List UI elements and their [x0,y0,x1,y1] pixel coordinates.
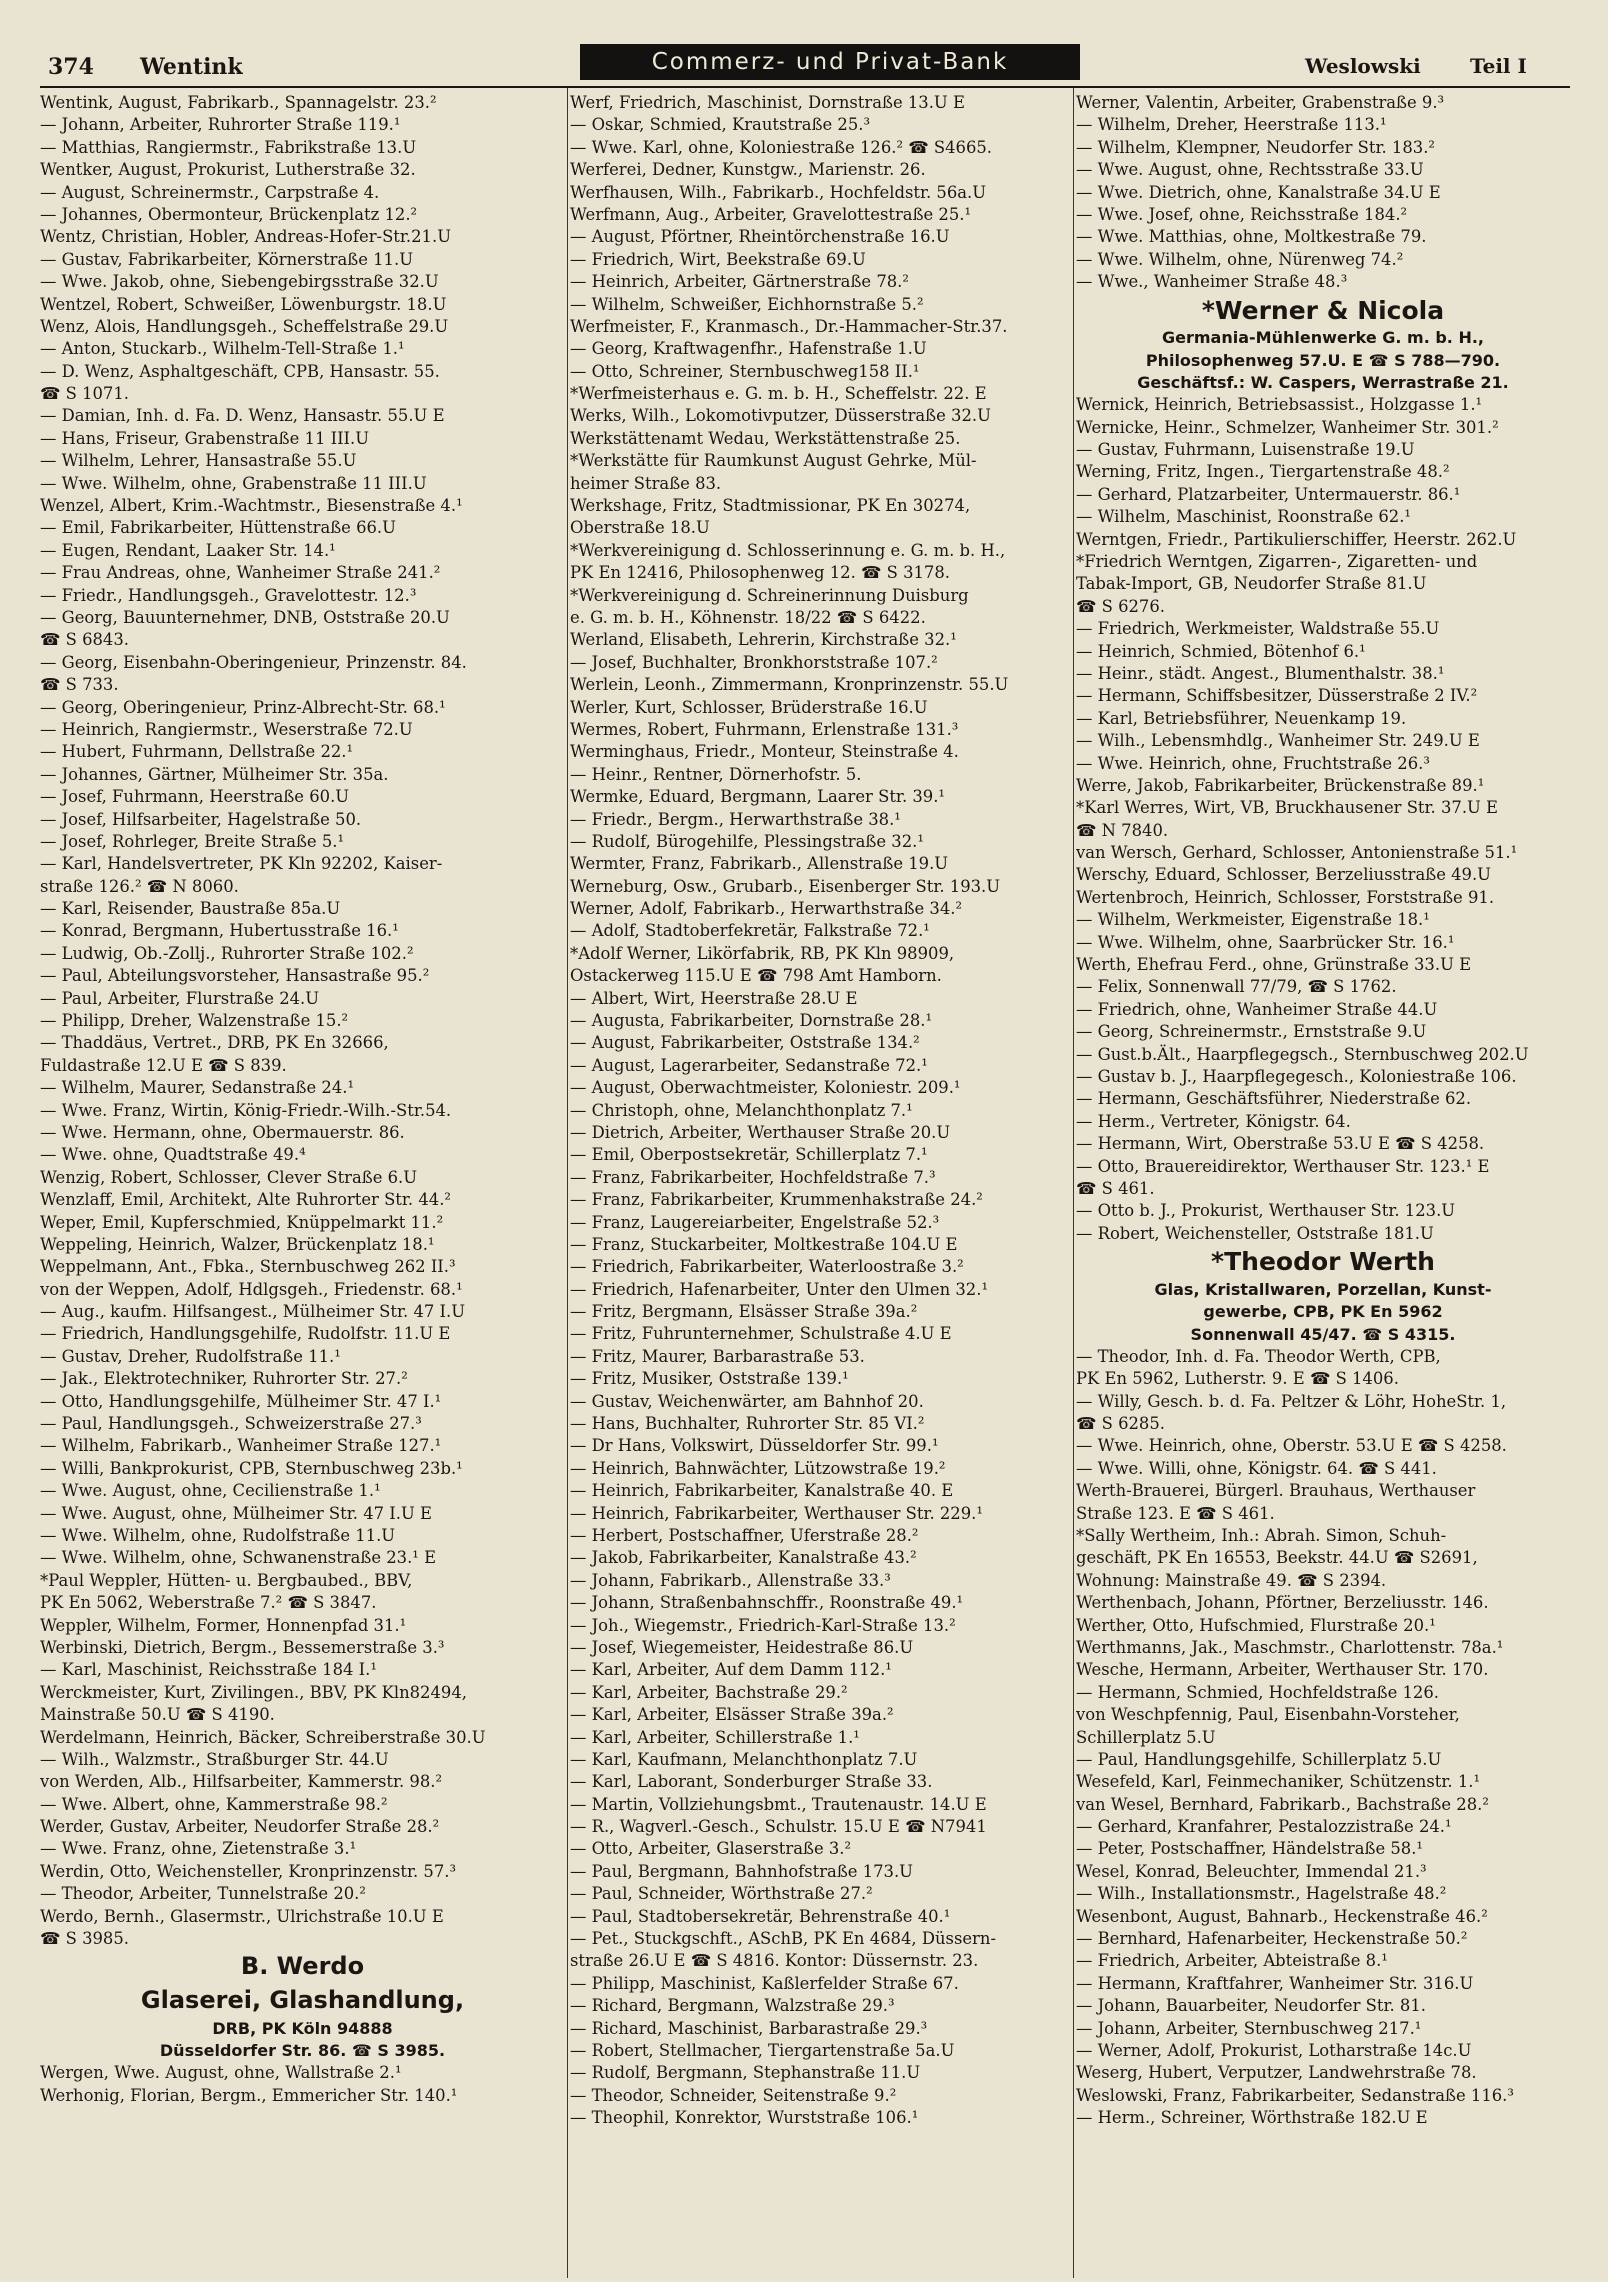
directory-entry: ☎ S 733. [40,675,119,695]
directory-entry: Wenzel, Albert, Krim.-Wachtmstr., Biesenstraße 4.¹ [40,496,463,516]
directory-entry: Oberstraße 18.U [570,518,710,538]
directory-entry: — Wwe. ohne, Quadtstraße 49.⁴ [40,1145,306,1165]
directory-entry: ☎ S 6276. [1076,596,1165,616]
page-number: 374 [48,54,94,80]
column-3 [1076,92,1570,2272]
directory-entry: — Robert, Weichensteller, Oststraße 181.U [1076,1223,1434,1243]
directory-entry: van Wersch, Gerhard, Schlosser, Antonienstraße 51.¹ [1076,843,1518,863]
directory-entry: — Paul, Handlungsgeh., Schweizerstraße 27.³ [40,1414,422,1434]
directory-entry: — Willi, Bankprokurist, CPB, Sternbuschweg 23b.¹ [40,1458,463,1478]
directory-entry: — Gustav, Dreher, Rudolfstraße 11.¹ [40,1346,341,1366]
directory-entry: Wentink, August, Fabrikarb., Spannagelstr. 23.² [40,93,437,112]
directory-entry: — Heinrich, Rangiermstr., Weserstraße 72.U [40,719,413,739]
directory-entry: Wohnung: Mainstraße 49. ☎ S 2394. [1076,1570,1387,1590]
directory-entry: — Karl, Maschinist, Reichsstraße 184 I.¹ [40,1660,377,1680]
header-last-entry: Weslowski [1305,54,1421,78]
directory-entry: ☎ S 6285. [1076,1414,1165,1434]
directory-entry: — Hans, Friseur, Grabenstraße 11 III.U [40,428,370,448]
directory-entry: Werferei, Dedner, Kunstgw., Marienstr. 26. [570,160,926,180]
directory-entry: — Gustav, Fuhrmann, Luisenstraße 19.U [1076,440,1415,460]
directory-entry: — Paul, Schneider, Wörthstraße 27.² [570,1884,873,1904]
directory-entry: Straße 123. E ☎ S 461. [1076,1503,1275,1523]
directory-entry: PK En 12416, Philosophenweg 12. ☎ S 3178. [570,563,950,583]
directory-entry: Werler, Kurt, Schlosser, Brüderstraße 16.U [570,697,928,717]
directory-entry: — Wwe. Karl, ohne, Koloniestraße 126.² ☎ S4665. [570,137,993,157]
directory-entry: Werland, Elisabeth, Lehrerin, Kirchstraße 32.¹ [570,630,957,650]
directory-entry: — Karl, Kaufmann, Melanchthonplatz 7.U [570,1749,918,1769]
directory-entry: Werfmeister, F., Kranmasch., Dr.-Hammacher-Str.37. [570,316,1008,336]
directory-entry: straße 26.U E ☎ S 4816. Kontor: Düssernstr. 23. [570,1951,979,1971]
directory-entry: — Wilhelm, Maschinist, Roonstraße 62.¹ [1076,507,1411,527]
directory-entry: Wenzlaff, Emil, Architekt, Alte Ruhrorter Str. 44.² [40,1190,451,1210]
directory-entry: — Wwe. Matthias, ohne, Moltkestraße 79. [1076,227,1427,247]
directory-entry: heimer Straße 83. [570,473,722,493]
directory-entry: Weppeling, Heinrich, Walzer, Brückenplatz 18.¹ [40,1234,435,1254]
page-header [40,44,1570,88]
directory-entry: — Wwe. Willi, ohne, Königstr. 64. ☎ S 441. [1076,1458,1437,1478]
directory-entry: Werner, Adolf, Fabrikarb., Herwarthstraße 34.² [570,899,963,919]
directory-entry: Werkstättenamt Wedau, Werkstättenstraße 25. [570,428,961,448]
directory-entry: — Heinrich, Schmied, Bötenhof 6.¹ [1076,641,1366,661]
directory-entry: Wesefeld, Karl, Feinmechaniker, Schützenstr. 1.¹ [1076,1772,1481,1792]
advert-line: Philosophenweg 57.U. E ☎ S 788—790. [1145,350,1501,370]
directory-entry: — Wilhelm, Fabrikarb., Wanheimer Straße 127.¹ [40,1436,442,1456]
directory-entry: — Otto, Schreiner, Sternbuschweg158 II.¹ [570,361,920,381]
directory-entry: — Friedrich, Arbeiter, Abteistraße 8.¹ [1076,1951,1388,1971]
directory-entry: Werks, Wilh., Lokomotivputzer, Düsserstraße 32.U [570,406,991,426]
directory-entry: Wermter, Franz, Fabrikarb., Allenstraße 19.U [570,854,949,874]
advert-line: Germania-Mühlenwerke G. m. b. H., [1162,328,1484,348]
advert-heading: *Theodor Werth [1211,1247,1435,1277]
directory-entry: Wernick, Heinrich, Betriebsassist., Holzgasse 1.¹ [1076,395,1483,415]
directory-entry: — Fritz, Bergmann, Elsässer Straße 39a.² [570,1302,918,1322]
part-label: Teil I [1470,54,1527,78]
directory-entry: — Wwe. Wilhelm, ohne, Saarbrücker Str. 16.¹ [1076,932,1455,952]
directory-entry: — Josef, Hilfsarbeiter, Hagelstraße 50. [40,809,362,829]
directory-entry: — Dietrich, Arbeiter, Werthauser Straße 20.U [570,1122,951,1142]
directory-entry: — Karl, Betriebsführer, Neuenkamp 19. [1076,708,1407,728]
directory-entry: — Thaddäus, Vertret., DRB, PK En 32666, [40,1033,389,1053]
directory-entry: — Wilhelm, Lehrer, Hansastraße 55.U [40,451,357,471]
directory-entry: — Christoph, ohne, Melanchthonplatz 7.¹ [570,1100,913,1120]
header-rule [40,86,1570,88]
directory-entry: von Weschpfennig, Paul, Eisenbahn-Vorsteher, [1076,1705,1460,1725]
directory-entry: — Wilhelm, Klempner, Neudorfer Str. 183.² [1076,137,1435,157]
directory-entry: — Karl, Arbeiter, Elsässer Straße 39a.² [570,1705,894,1725]
directory-entry: — Karl, Arbeiter, Bachstraße 29.² [570,1682,848,1702]
directory-entry: — Gustav, Fabrikarbeiter, Körnerstraße 11.U [40,249,414,269]
directory-entry: *Werkvereinigung d. Schlosserinnung e. G. m. b. H., [570,540,1006,560]
directory-entry: Werdin, Otto, Weichensteller, Kronprinzenstr. 57.³ [40,1861,457,1881]
directory-entry: — Karl, Reisender, Baustraße 85a.U [40,899,341,919]
directory-entry: straße 126.² ☎ N 8060. [40,876,239,896]
directory-entry: — Johann, Fabrikarb., Allenstraße 33.³ [570,1570,891,1590]
directory-entry: *Sally Wertheim, Inh.: Abrah. Simon, Schuh- [1076,1526,1447,1546]
directory-entry: — Wwe. August, ohne, Rechtsstraße 33.U [1076,160,1424,180]
directory-entry: — Franz, Laugereiarbeiter, Engelstraße 52.³ [570,1212,940,1232]
directory-entry: — Hans, Buchhalter, Ruhrorter Str. 85 VI.² [570,1414,925,1434]
advert-bank: DRB, PK Köln 94888 [212,2018,393,2038]
directory-entry: — Wilhelm, Werkmeister, Eigenstraße 18.¹ [1076,910,1430,930]
directory-entry: ☎ N 7840. [1076,820,1169,840]
directory-entry: — Johann, Straßenbahnschffr., Roonstraße 49.¹ [570,1593,964,1613]
directory-entry: — Matthias, Rangiermstr., Fabrikstraße 13.U [40,137,417,157]
directory-entry: Werneburg, Osw., Grubarb., Eisenberger Str. 193.U [570,876,1001,896]
directory-entry: Werfhausen, Wilh., Fabrikarb., Hochfeldstr. 56a.U [570,182,987,202]
directory-entry: Werntgen, Friedr., Partikulierschiffer, Heerstr. 262.U [1076,529,1517,549]
directory-entry: — Philipp, Dreher, Walzenstraße 15.² [40,1011,349,1031]
directory-entry: — Werner, Adolf, Prokurist, Lotharstraße 14c.U [1076,2041,1472,2060]
directory-entry: — Albert, Wirt, Heerstraße 28.U E [570,988,858,1008]
directory-entry: *Friedrich Werntgen, Zigarren-, Zigaretten- und [1076,552,1478,572]
directory-entry: ☎ S 461. [1076,1178,1155,1198]
directory-entry: Wesenbont, August, Bahnarb., Heckenstraße 46.² [1076,1906,1488,1926]
directory-entry: Werhonig, Florian, Bergm., Emmericher Str. 140.¹ [40,2085,458,2105]
directory-entry: ☎ S 1071. [40,384,129,404]
advert-line: Geschäftsf.: W. Caspers, Werrastraße 21. [1137,372,1509,392]
directory-entry: — August, Oberwachtmeister, Koloniestr. 209.¹ [570,1078,961,1098]
directory-entry: — Johann, Arbeiter, Sternbuschweg 217.¹ [1076,2018,1422,2038]
directory-entry: — Jakob, Fabrikarbeiter, Kanalstraße 43.² [570,1548,917,1568]
directory-entry: Werkshage, Fritz, Stadtmissionar, PK En 30274, [570,496,971,516]
directory-entry: — Heinrich, Arbeiter, Gärtnerstraße 78.² [570,272,909,292]
directory-entry: ☎ S 3985. [40,1929,129,1949]
directory-entry: — Friedrich, ohne, Wanheimer Straße 44.U [1076,999,1438,1019]
directory-entry: — August, Pförtner, Rheintörchenstraße 16.U [570,227,950,247]
directory-entry: — Heinr., Rentner, Dörnerhofstr. 5. [570,764,862,784]
directory-entry: — Georg, Kraftwagenfhr., Hafenstraße 1.U [570,339,927,359]
directory-entry: — Frau Andreas, ohne, Wanheimer Straße 241.² [40,563,441,583]
directory-entry: — Josef, Rohrleger, Breite Straße 5.¹ [40,831,345,851]
directory-entry: — Felix, Sonnenwall 77/79, ☎ S 1762. [1076,977,1397,997]
directory-entry: — Wwe. Wilhelm, ohne, Schwanenstraße 23.¹ E [40,1548,437,1568]
directory-entry: Werre, Jakob, Fabrikarbeiter, Brückenstraße 89.¹ [1076,775,1485,795]
directory-entry: — Richard, Maschinist, Barbarastraße 29.³ [570,2018,928,2038]
directory-entry: Werther, Otto, Hufschmied, Flurstraße 20.¹ [1076,1615,1436,1635]
directory-entry: — Hermann, Geschäftsführer, Niederstraße 62. [1076,1089,1472,1109]
directory-entry: — Johann, Arbeiter, Ruhrorter Straße 119.¹ [40,115,401,135]
directory-entry: Werf, Friedrich, Maschinist, Dornstraße 13.U E [570,93,965,112]
directory-entry: Werdo, Bernh., Glasermstr., Ulrichstraße 10.U E [40,1906,444,1926]
directory-entry: — Rudolf, Bergmann, Stephanstraße 11.U [570,2063,921,2083]
directory-entry: — Josef, Buchhalter, Bronkhorststraße 107.² [570,652,938,672]
directory-entry: — Wwe. August, ohne, Cecilienstraße 1.¹ [40,1481,381,1501]
directory-entry: — Augusta, Fabrikarbeiter, Dornstraße 28.¹ [570,1011,933,1031]
directory-entry: Wentker, August, Prokurist, Lutherstraße 32. [40,160,416,180]
directory-entry: PK En 5062, Weberstraße 7.² ☎ S 3847. [40,1593,377,1613]
directory-entry: Wernicke, Heinr., Schmelzer, Wanheimer Str. 301.² [1076,417,1499,437]
directory-entry: — Emil, Fabrikarbeiter, Hüttenstraße 66.U [40,518,396,538]
directory-entry: Wergen, Wwe. August, ohne, Wallstraße 2.¹ [40,2063,402,2083]
directory-entry: — Jak., Elektrotechniker, Ruhrorter Str. 27.² [40,1369,408,1389]
directory-entry: — Fritz, Fuhrunternehmer, Schulstraße 4.U E [570,1324,952,1344]
directory-entry: Weppelmann, Ant., Fbka., Sternbuschweg 262 II.³ [40,1257,456,1277]
directory-entry: — Joh., Wiegemstr., Friedrich-Karl-Straße 13.² [570,1615,956,1635]
directory-entry: — Wwe. Dietrich, ohne, Kanalstraße 34.U E [1076,182,1441,202]
directory-entry: — Dr Hans, Volkswirt, Düsseldorfer Str. 99.¹ [570,1436,939,1456]
directory-entry: — Robert, Stellmacher, Tiergartenstraße 5a.U [570,2040,955,2060]
directory-entry: — Oskar, Schmied, Krautstraße 25.³ [570,115,871,135]
directory-entry: — Wwe. Franz, Wirtin, König-Friedr.-Wilh.-Str.54. [40,1100,452,1120]
directory-entry: *Werfmeisterhaus e. G. m. b. H., Scheffelstr. 22. E [570,384,987,404]
directory-entry: van Wesel, Bernhard, Fabrikarb., Bachstraße 28.² [1076,1794,1489,1814]
directory-entry: Mainstraße 50.U ☎ S 4190. [40,1705,275,1725]
directory-entry: — Damian, Inh. d. Fa. D. Wenz, Hansastr. 55.U E [40,406,445,426]
directory-entry: — D. Wenz, Asphaltgeschäft, CPB, Hansastr. 55. [40,361,440,381]
directory-entry: PK En 5962, Lutherstr. 9. E ☎ S 1406. [1076,1369,1399,1389]
directory-entry: — Theodor, Arbeiter, Tunnelstraße 20.² [40,1884,366,1904]
bank-banner: Commerz- und Privat-Bank [580,44,1080,80]
directory-entry: — Paul, Handlungsgehilfe, Schillerplatz 5.U [1076,1749,1442,1769]
directory-entry: — Emil, Oberpostsekretär, Schillerplatz 7.¹ [570,1145,928,1165]
column-1 [40,92,565,2272]
directory-entry: Werthmanns, Jak., Maschmstr., Charlottenstr. 78a.¹ [1076,1637,1504,1657]
directory-entry: Werfmann, Aug., Arbeiter, Gravelottestraße 25.¹ [570,204,972,224]
directory-entry: — Peter, Postschaffner, Händelstraße 58.¹ [1076,1839,1423,1859]
directory-entry: — Paul, Stadtobersekretär, Behrenstraße 40.¹ [570,1906,951,1926]
directory-entry: — Hermann, Wirt, Oberstraße 53.U E ☎ S 4258. [1076,1134,1485,1154]
directory-entry: — Fritz, Musiker, Oststraße 139.¹ [570,1369,849,1389]
directory-entry: — Wwe. Hermann, ohne, Obermauerstr. 86. [40,1122,405,1142]
directory-entry: — Wilh., Walzmstr., Straßburger Str. 44.U [40,1749,389,1769]
directory-entry: — Bernhard, Hafenarbeiter, Heckenstraße 50.² [1076,1929,1468,1949]
header-first-entry: Wentink [140,54,243,80]
directory-entry: — Gustav, Weichenwärter, am Bahnhof 20. [570,1391,924,1411]
directory-entry: — Wwe. Jakob, ohne, Siebengebirgsstraße 32.U [40,272,439,292]
directory-entry: — Johannes, Gärtner, Mülheimer Str. 35a. [40,764,389,784]
directory-entry: — Wwe. August, ohne, Mülheimer Str. 47 I.U E [40,1503,432,1523]
directory-entry: *Adolf Werner, Likörfabrik, RB, PK Kln 98909, [570,943,955,963]
directory-entry: — Herm., Schreiner, Wörthstraße 182.U E [1076,2108,1428,2128]
directory-entry: Weserg, Hubert, Verputzer, Landwehrstraße 78. [1076,2063,1477,2083]
directory-entry: — Gerhard, Platzarbeiter, Untermauerstr. 86.¹ [1076,484,1461,504]
directory-entry: — Pet., Stuckgschft., ASchB, PK En 4684, Düssern- [570,1929,996,1949]
directory-entry: Weppler, Wilhelm, Former, Honnenpfad 31.¹ [40,1615,407,1635]
directory-entry: — Wilhelm, Schweißer, Eichhornstraße 5.² [570,294,924,314]
directory-entry: — Johannes, Obermonteur, Brückenplatz 12.² [40,204,418,224]
directory-entry: — Hermann, Kraftfahrer, Wanheimer Str. 316.U [1076,1973,1474,1993]
directory-entry: — Hubert, Fuhrmann, Dellstraße 22.¹ [40,742,354,762]
directory-entry: *Werkstätte für Raumkunst August Gehrke, Mül- [570,451,977,471]
directory-entry: — Anton, Stuckarb., Wilhelm-Tell-Straße 1.¹ [40,339,405,359]
directory-entry: — R., Wagverl.-Gesch., Schulstr. 15.U E ☎ N7941 [570,1817,987,1837]
directory-entry: von Werden, Alb., Hilfsarbeiter, Kammerstr. 98.² [40,1772,443,1792]
column-divider [567,88,568,2278]
directory-entry: — Heinrich, Bahnwächter, Lützowstraße 19.² [570,1458,946,1478]
directory-entry: *Paul Weppler, Hütten- u. Bergbaubed., BBV, [40,1570,413,1590]
directory-entry: — Konrad, Bergmann, Hubertusstraße 16.¹ [40,921,399,941]
advert-line: Glas, Kristallwaren, Porzellan, Kunst- [1154,1279,1492,1299]
directory-entry: *Werkvereinigung d. Schreinerinnung Duisburg [570,585,969,605]
directory-entry: Wesel, Konrad, Beleuchter, Immendal 21.³ [1076,1861,1427,1881]
directory-entry: — Wilh., Lebensmhdlg., Wanheimer Str. 249.U E [1076,731,1480,751]
directory-entry: — Philipp, Maschinist, Kaßlerfelder Straße 67. [570,1973,959,1993]
directory-entry: Weslowski, Franz, Fabrikarbeiter, Sedanstraße 116.³ [1076,2085,1514,2105]
directory-entry: *Karl Werres, Wirt, VB, Bruckhausener Str. 37.U E [1076,798,1499,818]
directory-entry: — Friedr., Handlungsgeh., Gravelottestr. 12.³ [40,585,417,605]
directory-entry: Wentz, Christian, Hobler, Andreas-Hofer-Str.21.U [40,227,452,247]
directory-entry: — Wilh., Installationsmstr., Hagelstraße 48.² [1076,1884,1447,1904]
directory-entry: Wertenbroch, Heinrich, Schlosser, Forststraße 91. [1076,887,1495,907]
directory-entry: — Johann, Bauarbeiter, Neudorfer Str. 81. [1076,1996,1426,2016]
directory-entry: Wermke, Eduard, Bergmann, Laarer Str. 39.¹ [570,787,946,807]
directory-entry: von der Weppen, Adolf, Hdlgsgeh., Friedenstr. 68.¹ [40,1279,463,1299]
directory-entry: — Wwe. Heinrich, ohne, Oberstr. 53.U E ☎ S 4258. [1076,1436,1507,1456]
directory-entry: Tabak-Import, GB, Neudorfer Straße 81.U [1076,574,1427,594]
directory-entry: — Otto, Brauereidirektor, Werthauser Str. 123.¹ E [1076,1156,1490,1176]
directory-entry: Werdelmann, Heinrich, Bäcker, Schreiberstraße 30.U [40,1727,486,1747]
directory-entry: — Wilhelm, Maurer, Sedanstraße 24.¹ [40,1078,355,1098]
advert-trade: Glaserei, Glashandlung, [140,1986,465,2015]
directory-entry: — Karl, Laborant, Sonderburger Straße 33. [570,1772,933,1792]
directory-entry: — Georg, Schreinermstr., Ernststraße 9.U [1076,1022,1427,1042]
directory-entry: — August, Lagerarbeiter, Sedanstraße 72.¹ [570,1055,928,1075]
directory-entry: — Heinrich, Fabrikarbeiter, Werthauser Str. 229.¹ [570,1503,983,1523]
directory-entry: — Friedrich, Fabrikarbeiter, Waterloostraße 3.² [570,1257,964,1277]
directory-entry: — Friedr., Bergm., Herwarthstraße 38.¹ [570,809,901,829]
directory-entry: — Rudolf, Bürogehilfe, Plessingstraße 32.¹ [570,831,924,851]
directory-page [40,40,1570,2270]
directory-entry: — Franz, Fabrikarbeiter, Krummenhakstraße 24.² [570,1190,983,1210]
directory-entry: — Paul, Arbeiter, Flurstraße 24.U [40,988,320,1008]
advert-name: B. Werdo [240,1952,365,1981]
column-2 [570,92,1070,2272]
directory-entry: — Wwe. Franz, ohne, Zietenstraße 3.¹ [40,1839,357,1859]
directory-entry: — Gust.b.Ält., Haarpflegegsch., Sternbuschweg 202.U [1076,1044,1529,1064]
directory-entry: Werning, Fritz, Ingen., Tiergartenstraße 48.² [1076,462,1450,482]
directory-entry: — Karl, Handelsvertreter, PK Kln 92202, Kaiser- [40,854,443,874]
directory-entry: — Hermann, Schmied, Hochfeldstraße 126. [1076,1682,1439,1702]
advert-line: gewerbe, CPB, PK En 5962 [1203,1302,1443,1322]
directory-entry: Schillerplatz 5.U [1076,1727,1216,1747]
directory-entry: e. G. m. b. H., Köhnenstr. 18/22 ☎ S 6422. [570,607,926,627]
directory-entry: Werth, Ehefrau Ferd., ohne, Grünstraße 33.U E [1076,955,1472,975]
directory-entry: Wesche, Hermann, Arbeiter, Werthauser Str. 170. [1076,1660,1489,1680]
directory-entry: — Martin, Vollziehungsbmt., Trautenaustr. 14.U E [570,1794,987,1814]
directory-entry: Wenzig, Robert, Schlosser, Clever Straße 6.U [40,1167,418,1187]
directory-entry: Wermes, Robert, Fuhrmann, Erlenstraße 131.³ [570,719,959,739]
directory-entry: Werbinski, Dietrich, Bergm., Bessemerstraße 3.³ [40,1637,445,1657]
directory-entry: — Wwe. Wilhelm, ohne, Rudolfstraße 11.U [40,1526,396,1545]
directory-entry: — Friedrich, Werkmeister, Waldstraße 55.U [1076,619,1440,639]
directory-entry: geschäft, PK En 16553, Beekstr. 44.U ☎ S2691, [1076,1548,1478,1568]
directory-entry: Werlein, Leonh., Zimmermann, Kronprinzenstr. 55.U [570,675,1009,695]
directory-entry: — Friedrich, Handlungsgehilfe, Rudolfstr. 11.U E [40,1324,451,1344]
advert-heading: *Werner & Nicola [1201,295,1445,325]
directory-entry: — Josef, Wiegemeister, Heidestraße 86.U [570,1637,914,1657]
directory-entry: Werckmeister, Kurt, Zivilingen., BBV, PK Kln82494, [40,1682,467,1702]
directory-entry: — Ludwig, Ob.-Zollj., Ruhrorter Straße 102.² [40,943,414,963]
advert-address: Düsseldorfer Str. 86. ☎ S 3985. [159,2041,446,2060]
directory-entry: — Paul, Bergmann, Bahnhofstraße 173.U [570,1861,913,1881]
directory-entry: — Franz, Stuckarbeiter, Moltkestraße 104.U E [570,1234,958,1254]
directory-entry: — Theodor, Inh. d. Fa. Theodor Werth, CPB, [1076,1346,1441,1366]
directory-entry: Werth-Brauerei, Bürgerl. Brauhaus, Werthauser [1076,1481,1476,1501]
directory-entry: — Paul, Abteilungsvorsteher, Hansastraße 95.² [40,966,430,986]
directory-entry: ☎ S 6843. [40,630,129,650]
directory-entry: Werminghaus, Friedr., Monteur, Steinstraße 4. [570,742,959,762]
directory-entry: — Gerhard, Kranfahrer, Pestalozzistraße 24.¹ [1076,1817,1452,1837]
directory-entry: Weper, Emil, Kupferschmied, Knüppelmarkt 11.² [40,1212,444,1232]
directory-entry: — Friedrich, Hafenarbeiter, Unter den Ulmen 32.¹ [570,1279,989,1299]
directory-entry: Wentzel, Robert, Schweißer, Löwenburgstr. 18.U [40,294,447,314]
directory-entry: — Gustav b. J., Haarpflegegesch., Koloniestraße 106. [1076,1067,1517,1086]
directory-entry: — Willy, Gesch. b. d. Fa. Peltzer & Löhr, HoheStr. 1, [1076,1391,1507,1411]
directory-entry: — Otto b. J., Prokurist, Werthauser Str. 123.U [1076,1201,1456,1221]
directory-entry: Fuldastraße 12.U E ☎ S 839. [40,1055,287,1075]
directory-entry: — August, Fabrikarbeiter, Oststraße 134.² [570,1033,920,1053]
directory-entry: — Adolf, Stadtoberfekretär, Falkstraße 72.¹ [570,921,930,941]
directory-entry: Werschy, Eduard, Schlosser, Berzeliusstraße 49.U [1076,865,1491,885]
directory-entry: — Eugen, Rendant, Laaker Str. 14.¹ [40,540,336,560]
directory-entry: — Otto, Handlungsgehilfe, Mülheimer Str. 47 I.¹ [40,1391,442,1411]
directory-entry: — Karl, Arbeiter, Schillerstraße 1.¹ [570,1727,860,1747]
directory-entry: — Richard, Bergmann, Walzstraße 29.³ [570,1996,895,2016]
directory-entry: — Karl, Arbeiter, Auf dem Damm 112.¹ [570,1660,892,1680]
directory-entry: Werder, Gustav, Arbeiter, Neudorfer Straße 28.² [40,1817,440,1837]
directory-entry: — Theodor, Schneider, Seitenstraße 9.² [570,2085,897,2105]
directory-entry: — Hermann, Schiffsbesitzer, Düsserstraße 2 IV.² [1076,686,1478,706]
directory-entry: — Wwe., Wanheimer Straße 48.³ [1076,272,1348,292]
directory-entry: — Josef, Fuhrmann, Heerstraße 60.U [40,787,350,807]
directory-entry: — Wwe. Josef, ohne, Reichsstraße 184.² [1076,204,1408,224]
directory-entry: — Herm., Vertreter, Königstr. 64. [1076,1111,1351,1131]
directory-entry: Ostackerweg 115.U E ☎ 798 Amt Hamborn. [570,966,942,986]
directory-entry: — Fritz, Maurer, Barbarastraße 53. [570,1346,865,1366]
directory-entry: — Aug., kaufm. Hilfsangest., Mülheimer Str. 47 I.U [40,1302,466,1322]
directory-entry: — Heinr., städt. Angest., Blumenthalstr. 38.¹ [1076,663,1445,683]
directory-entry: Werthenbach, Johann, Pförtner, Berzeliusstr. 146. [1076,1593,1489,1613]
directory-entry: Wenz, Alois, Handlungsgeh., Scheffelstraße 29.U [40,316,449,336]
directory-entry: — Georg, Bauunternehmer, DNB, Oststraße 20.U [40,607,450,627]
directory-entry: — Heinrich, Fabrikarbeiter, Kanalstraße 40. E [570,1481,954,1501]
directory-entry: — Georg, Oberingenieur, Prinz-Albrecht-Str. 68.¹ [40,697,446,717]
directory-entry: — Wwe. Wilhelm, ohne, Nürenweg 74.² [1076,249,1404,269]
directory-entry: Werner, Valentin, Arbeiter, Grabenstraße 9.³ [1076,93,1445,112]
directory-entry: — Wwe. Albert, ohne, Kammerstraße 98.² [40,1794,388,1814]
directory-entry: — Franz, Fabrikarbeiter, Hochfeldstraße 7.³ [570,1167,936,1187]
advert-line: Sonnenwall 45/47. ☎ S 4315. [1190,1324,1456,1344]
column-divider [1073,88,1074,2278]
directory-entry: — Friedrich, Wirt, Beekstraße 69.U [570,249,866,269]
directory-entry: — August, Schreinermstr., Carpstraße 4. [40,182,380,202]
directory-entry: — Otto, Arbeiter, Glaserstraße 3.² [570,1839,852,1859]
directory-entry: — Wwe. Heinrich, ohne, Fruchtstraße 26.³ [1076,753,1430,773]
directory-entry: — Wwe. Wilhelm, ohne, Grabenstraße 11 III.U [40,473,427,493]
directory-entry: — Georg, Eisenbahn-Oberingenieur, Prinzenstr. 84. [40,652,467,672]
directory-entry: — Theophil, Konrektor, Wurststraße 106.¹ [570,2108,919,2128]
directory-entry: — Herbert, Postschaffner, Uferstraße 28.² [570,1526,919,1545]
directory-entry: — Wilhelm, Dreher, Heerstraße 113.¹ [1076,115,1387,135]
